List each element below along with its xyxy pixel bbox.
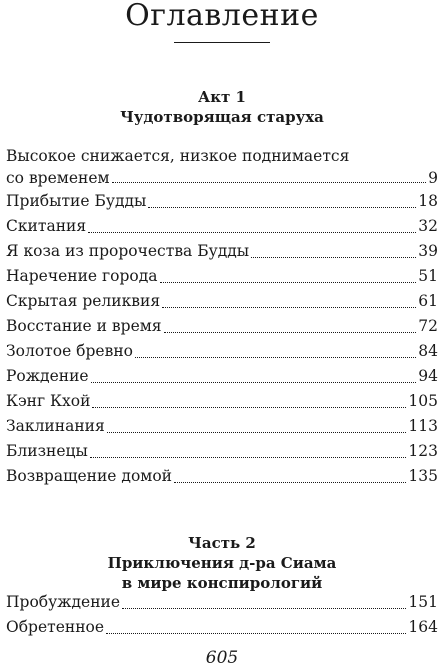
toc-entry-label: Обретенное bbox=[6, 618, 105, 636]
toc-entry-page: 84 bbox=[418, 342, 438, 360]
toc-entry-page: 123 bbox=[408, 442, 438, 460]
toc-entry bbox=[6, 590, 438, 615]
toc-entry bbox=[6, 464, 438, 489]
toc-entry bbox=[6, 146, 438, 189]
toc-entry-label: Скитания bbox=[6, 217, 87, 235]
toc-entry-page: 51 bbox=[418, 267, 438, 285]
dot-leader bbox=[90, 457, 407, 458]
toc-entry-label: Рождение bbox=[6, 367, 89, 385]
toc-entry-label: Возвращение домой bbox=[6, 467, 173, 485]
page-number: 605 bbox=[205, 648, 239, 668]
toc-entry bbox=[6, 389, 438, 414]
dot-leader bbox=[112, 182, 427, 183]
dot-leader bbox=[122, 608, 406, 609]
part1-subtitle: Чудотворящая старуха bbox=[120, 108, 324, 126]
toc-entry-page: 39 bbox=[418, 242, 438, 260]
toc-entry-page: 32 bbox=[418, 217, 438, 235]
dot-leader bbox=[148, 207, 416, 208]
toc-part1 bbox=[6, 146, 438, 489]
toc-entry bbox=[6, 314, 438, 339]
toc-entry-label: Близнецы bbox=[6, 442, 88, 460]
dot-leader bbox=[135, 357, 416, 358]
dot-leader bbox=[92, 407, 406, 408]
dot-leader bbox=[174, 482, 406, 483]
toc-entry-page: 61 bbox=[418, 292, 438, 310]
toc-entry-label: Я коза из пророчества Будды bbox=[6, 242, 250, 260]
toc-entry-page: 151 bbox=[408, 593, 438, 611]
toc-entry-label-line1: Высокое снижается, низкое поднимается bbox=[6, 147, 350, 165]
toc-entry-label: Золотое бревно bbox=[6, 342, 133, 360]
title-divider bbox=[174, 42, 270, 43]
toc-entry-page: 113 bbox=[408, 417, 438, 435]
toc-entry-label: Скрытая реликвия bbox=[6, 292, 161, 310]
toc-part1-list bbox=[6, 189, 438, 489]
dot-leader bbox=[106, 633, 406, 634]
toc-entry-page: 135 bbox=[408, 467, 438, 485]
toc-entry-label-line2: со временем bbox=[6, 169, 110, 187]
toc-entry-page: 94 bbox=[418, 367, 438, 385]
dot-leader bbox=[251, 257, 416, 258]
toc-entry-page: 164 bbox=[408, 618, 438, 636]
toc-entry-label: Прибытие Будды bbox=[6, 192, 147, 210]
dot-leader bbox=[91, 382, 417, 383]
toc-entry bbox=[6, 364, 438, 389]
toc-entry-page: 9 bbox=[428, 169, 438, 187]
dot-leader bbox=[107, 432, 407, 433]
toc-entry-page: 72 bbox=[418, 317, 438, 335]
toc-entry bbox=[6, 264, 438, 289]
toc-entry-label: Восстание и время bbox=[6, 317, 162, 335]
dot-leader bbox=[162, 307, 416, 308]
toc-entry-page: 105 bbox=[408, 392, 438, 410]
part2-subtitle-line2: в мире конспирологий bbox=[121, 574, 323, 592]
toc-entry-label: Пробуждение bbox=[6, 593, 121, 611]
part1-heading: Акт 1 bbox=[197, 88, 246, 106]
toc-entry-page: 18 bbox=[418, 192, 438, 210]
dot-leader bbox=[88, 232, 416, 233]
toc-entry bbox=[6, 439, 438, 464]
toc-entry-label: Заклинания bbox=[6, 417, 105, 435]
toc-entry bbox=[6, 189, 438, 214]
toc-entry-label: Наречение города bbox=[6, 267, 158, 285]
part2-subtitle-line1: Приключения д-ра Сиама bbox=[107, 554, 337, 572]
dot-leader bbox=[160, 282, 417, 283]
part2-heading: Часть 2 bbox=[188, 534, 256, 552]
toc-part2-list bbox=[6, 590, 438, 640]
toc-entry bbox=[6, 339, 438, 364]
toc-entry bbox=[6, 289, 438, 314]
toc-part2 bbox=[6, 590, 438, 640]
toc-entry bbox=[6, 414, 438, 439]
dot-leader bbox=[164, 332, 417, 333]
toc-entry-label: Кэнг Кхой bbox=[6, 392, 91, 410]
toc-entry bbox=[6, 239, 438, 264]
toc-entry bbox=[6, 214, 438, 239]
toc-entry bbox=[6, 615, 438, 640]
page-title: Оглавление bbox=[125, 0, 319, 33]
